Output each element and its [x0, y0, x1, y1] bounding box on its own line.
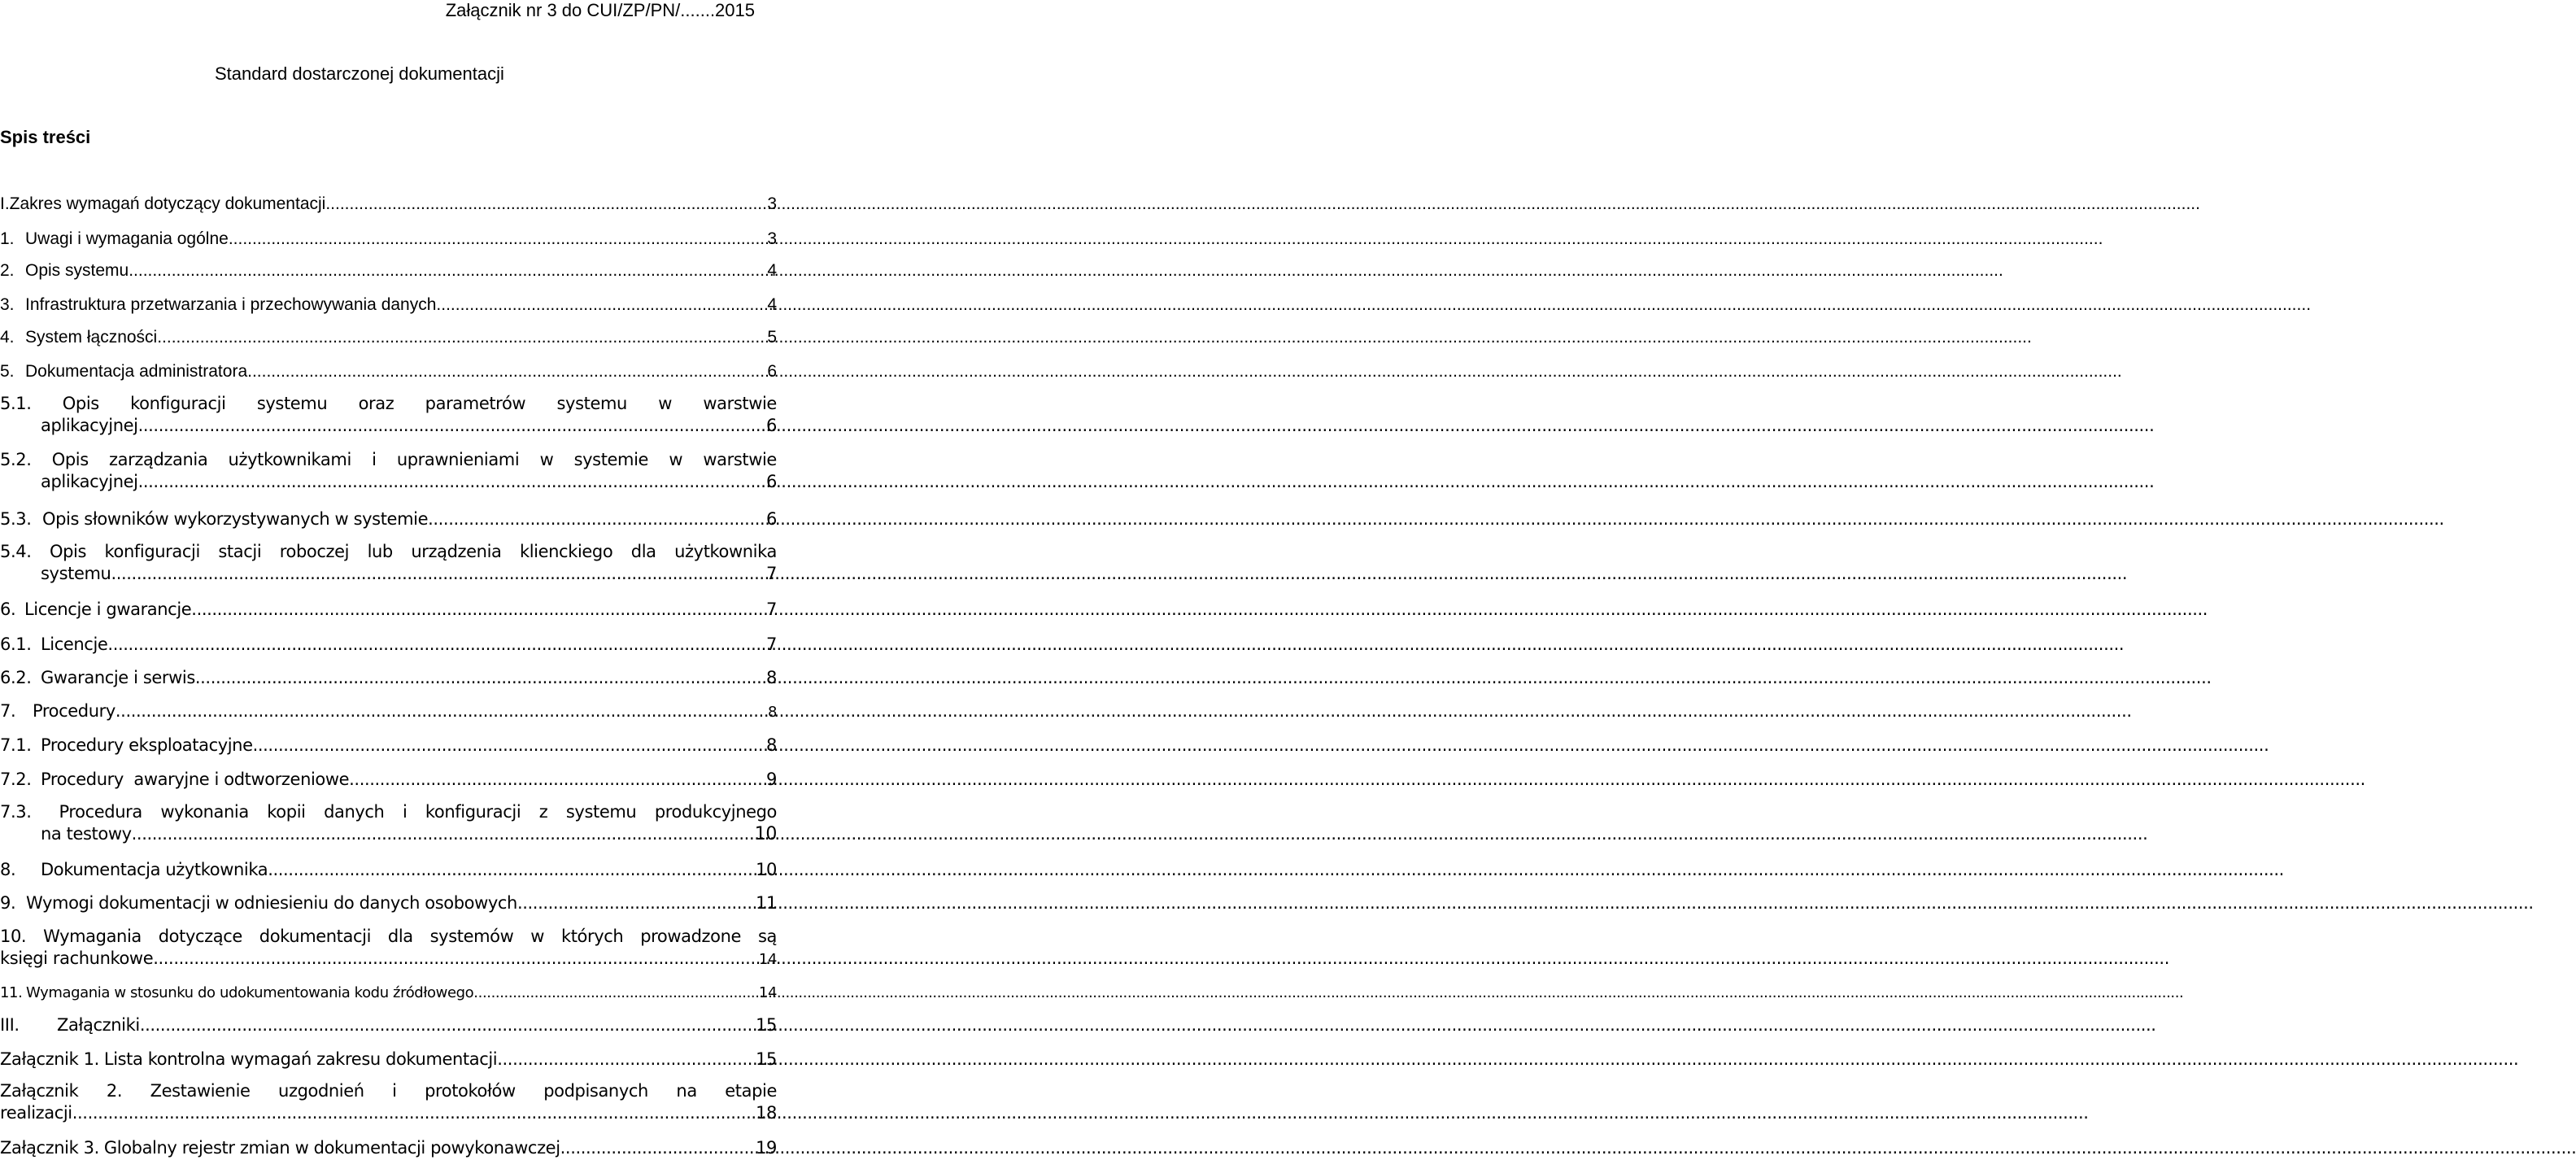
toc-leader	[268, 860, 754, 879]
toc-word: zarządzania	[109, 450, 208, 469]
toc-word: z	[538, 802, 548, 822]
toc-entry-title: Procedury awaryjne i odtworzeniowe	[41, 770, 350, 789]
toc-entry-appendix-3[interactable]	[0, 1138, 777, 1158]
toc-leader	[229, 229, 766, 249]
toc-entry-number: 7.3.	[0, 802, 32, 822]
toc-word: Opis	[51, 450, 89, 469]
toc-word: w	[530, 927, 545, 946]
toc-leader	[517, 893, 754, 913]
toc-page-number: 19	[756, 1138, 777, 1158]
toc-word: danych	[324, 802, 385, 822]
toc-word: na	[676, 1081, 697, 1101]
toc-leader	[428, 509, 765, 529]
toc-word: warstwie	[703, 394, 777, 413]
toc-word: 2.	[106, 1081, 123, 1101]
toc-word: podpisanych	[543, 1081, 648, 1101]
toc-entry-number: 5.3.	[0, 509, 32, 529]
toc-entry-7-3[interactable]	[0, 802, 777, 844]
toc-entry-number: I.	[0, 194, 10, 213]
toc-page-number: 8	[766, 735, 777, 755]
toc-word: w	[669, 450, 683, 469]
toc-entry-title: aplikacyjnej	[41, 416, 138, 435]
toc-entry-title: systemu	[41, 564, 111, 583]
toc-word: uzgodnień	[278, 1081, 364, 1101]
toc-entry-3[interactable]	[0, 295, 777, 315]
toc-word: są	[757, 927, 777, 946]
toc-word: klienckiego	[519, 542, 613, 561]
toc-entry-4[interactable]	[0, 328, 777, 347]
toc-word: parametrów	[425, 394, 526, 413]
toc-entry-title: Dokumentacja administratora	[25, 362, 248, 381]
toc-entry-8[interactable]	[0, 860, 777, 879]
toc-page-number: 6	[766, 472, 777, 491]
toc-leader	[247, 362, 765, 382]
toc-entry-title: realizacji	[0, 1103, 72, 1123]
toc-page-number: 15	[756, 1015, 777, 1035]
toc-entry-number: 10.	[0, 927, 27, 946]
toc-entry-5-4[interactable]	[0, 542, 777, 583]
toc-entry-title: Lista kontrolna wymagań zakresu dokumentacji.	[103, 1049, 503, 1069]
toc-entry-7-2[interactable]	[0, 770, 777, 789]
toc-word: oraz	[358, 394, 394, 413]
toc-entry-title: Opis systemu	[25, 261, 129, 280]
toc-word: użytkownika	[674, 542, 777, 561]
toc-entry-number: 9.	[0, 893, 16, 913]
toc-entry-title: Uwagi i wymagania ogólne	[25, 229, 229, 248]
toc-word: i	[402, 802, 408, 822]
toc-page-number: 4	[767, 295, 777, 314]
toc-entry-number: 7.1.	[0, 735, 32, 755]
toc-word: Zestawienie	[150, 1081, 251, 1101]
toc-entry-6-1[interactable]	[0, 635, 777, 654]
toc-entry-1[interactable]	[0, 229, 777, 249]
toc-word: kopii	[267, 802, 306, 822]
toc-leader	[157, 328, 765, 347]
toc-entry-6[interactable]	[0, 600, 777, 619]
toc-entry-title: Opis słowników wykorzystywanych w systemie	[42, 509, 429, 529]
toc-page-number: 14	[758, 951, 777, 968]
toc-entry-I[interactable]	[0, 194, 777, 214]
toc-page-number: 6	[766, 509, 777, 529]
toc-leader	[253, 735, 765, 755]
toc-leader	[191, 600, 765, 619]
toc-word: których	[560, 927, 624, 946]
toc-word: systemu	[565, 802, 637, 822]
toc-entry-number: 5.	[0, 362, 15, 381]
toc-entry-number: 6.1.	[0, 635, 32, 654]
toc-entry-title: Licencje i gwarancje	[24, 600, 192, 619]
toc-page-number: 10	[754, 824, 777, 844]
toc-entry-title: Licencje	[41, 635, 108, 654]
toc-leader	[325, 194, 765, 214]
toc-word: roboczej	[279, 542, 350, 561]
toc-word: protokołów	[425, 1081, 516, 1101]
toc-leader	[72, 1103, 754, 1123]
toc-word: produkcyjnego	[654, 802, 777, 822]
toc-entry-title: Procedury eksploatacyjne	[41, 735, 253, 755]
toc-entry-title: Infrastruktura przetwarzania i przechowywania danych	[25, 295, 437, 314]
toc-entry-9[interactable]	[0, 893, 777, 913]
toc-entry-number: Załącznik 1.	[0, 1049, 99, 1069]
toc-word: Procedura	[59, 802, 142, 822]
toc-entry-number: 4.	[0, 328, 15, 347]
toc-entry-10[interactable]	[0, 927, 777, 968]
toc-entry-5-1[interactable]	[0, 394, 777, 435]
toc-leader	[560, 1138, 754, 1158]
toc-word: w	[539, 450, 554, 469]
toc-leader	[153, 948, 757, 968]
toc-entry-number: 11.	[0, 984, 23, 1001]
toc-leader	[129, 261, 765, 281]
toc-word: użytkownikami	[228, 450, 351, 469]
toc-word: i	[372, 450, 377, 469]
toc-word: urządzenia	[411, 542, 502, 561]
toc-page-number: 6	[766, 416, 777, 435]
toc-page-number: 14	[758, 984, 777, 1001]
toc-page-number: 3	[767, 229, 777, 248]
toc-entry-title: księgi rachunkowe	[0, 948, 154, 968]
toc-entry-7-1[interactable]	[0, 735, 777, 755]
toc-word: systemie	[573, 450, 649, 469]
toc-word: konfiguracji	[130, 394, 226, 413]
toc-entry-number: III.	[0, 1015, 20, 1035]
toc-entry-11[interactable]	[0, 984, 777, 1001]
toc-entry-number: 5.2.	[0, 450, 32, 469]
toc-page-number: 10	[756, 860, 777, 879]
toc-word: systemów	[429, 927, 514, 946]
toc-entry-title: aplikacyjnej	[41, 472, 138, 491]
toc-word: dla	[630, 542, 656, 561]
toc-entry-5-2[interactable]	[0, 450, 777, 491]
toc-leader	[116, 701, 766, 721]
toc-entry-title: Załączniki	[57, 1015, 140, 1035]
toc-word: i	[392, 1081, 397, 1101]
toc-entry-number: 6.2.	[0, 668, 32, 687]
toc-word: dotyczące	[158, 927, 242, 946]
toc-heading: Spis treści	[0, 127, 91, 147]
toc-entry-number: 2.	[0, 261, 15, 280]
toc-entry-title: na testowy	[41, 824, 132, 844]
toc-word: stacji	[218, 542, 262, 561]
toc-page-number: 4	[767, 261, 777, 280]
toc-leader	[473, 984, 757, 1001]
toc-entry-title: Zakres wymagań dotyczący dokumentacji	[9, 194, 326, 213]
toc-leader	[138, 416, 765, 435]
toc-word: konfiguracji	[104, 542, 200, 561]
toc-entry-7[interactable]	[0, 701, 777, 721]
toc-entry-number: 3.	[0, 295, 15, 314]
toc-entry-title: Wymagania w stosunku do udokumentowania kodu źródłowego	[26, 984, 474, 1001]
toc-entry-number: 8.	[0, 860, 16, 879]
toc-entry-number: 5.1.	[0, 394, 32, 413]
toc-leader	[111, 564, 765, 583]
toc-page-number: 8	[767, 704, 777, 721]
toc-word: konfiguracji	[425, 802, 521, 822]
toc-page-number: 11	[756, 893, 777, 913]
toc-entry-title: System łączności	[25, 328, 158, 347]
toc-page-number: 3	[767, 194, 777, 213]
toc-entry-III[interactable]	[0, 1015, 777, 1035]
toc-leader	[132, 824, 753, 844]
toc-word: Opis	[49, 542, 87, 561]
toc-word: dla	[387, 927, 413, 946]
toc-leader	[503, 1049, 755, 1069]
toc-entry-5[interactable]	[0, 362, 777, 382]
toc-entry-title: Globalny rejestr zmian w dokumentacji powykonawczej	[103, 1138, 560, 1158]
toc-word: dokumentacji	[259, 927, 372, 946]
toc-entry-2[interactable]	[0, 261, 777, 281]
toc-entry-number: 1.	[0, 229, 15, 248]
toc-entry-number: 5.4.	[0, 542, 32, 561]
toc-entry-title: Procedury	[33, 701, 116, 721]
toc-word: uprawnieniami	[396, 450, 520, 469]
toc-entry-title: Dokumentacja użytkownika	[41, 860, 268, 879]
toc-word: Wymagania	[43, 927, 142, 946]
toc-entry-number: Załącznik 3.	[0, 1138, 99, 1158]
toc-leader	[349, 770, 765, 789]
toc-word: Opis	[62, 394, 99, 413]
toc-entry-number: 6.	[0, 600, 16, 619]
toc-page-number: 7	[766, 600, 777, 619]
toc-word: etapie	[725, 1081, 777, 1101]
toc-leader	[138, 472, 765, 491]
toc-page-number: 7	[766, 635, 777, 654]
toc-page-number: 15	[756, 1049, 777, 1069]
toc-leader	[436, 295, 765, 315]
toc-word: lub	[367, 542, 393, 561]
toc-entry-number: 7.2.	[0, 770, 32, 789]
toc-word: warstwie	[703, 450, 777, 469]
toc-word: Załącznik	[0, 1081, 79, 1101]
attachment-label: Załącznik nr 3 do CUI/ZP/PN/.......2015	[445, 0, 755, 20]
toc-word: w	[658, 394, 673, 413]
toc-page-number: 9	[766, 770, 777, 789]
toc-word: systemu	[256, 394, 328, 413]
toc-word: systemu	[556, 394, 627, 413]
toc-entry-title: Gwarancje i serwis	[41, 668, 195, 687]
toc-page-number: 8	[766, 668, 777, 687]
document-title: Standard dostarczonej dokumentacji	[215, 63, 504, 84]
toc-page-number: 5	[767, 328, 777, 347]
toc-word: wykonania	[160, 802, 249, 822]
toc-page-number: 6	[767, 362, 777, 381]
toc-entry-appendix-1[interactable]	[0, 1049, 777, 1069]
toc-entry-6-2[interactable]	[0, 668, 777, 687]
toc-leader	[195, 668, 765, 687]
toc-leader	[140, 1015, 754, 1035]
document-page	[0, 0, 781, 1160]
toc-entry-5-3[interactable]	[0, 509, 777, 529]
toc-entry-title: Wymogi dokumentacji w odniesieniu do danych osobowych	[26, 893, 517, 913]
toc-page-number: 18	[756, 1103, 777, 1123]
toc-entry-appendix-2[interactable]	[0, 1081, 777, 1123]
toc-leader	[107, 635, 765, 654]
toc-entry-number: 7.	[0, 701, 16, 721]
toc-word: prowadzone	[640, 927, 742, 946]
toc-page-number: 7	[766, 564, 777, 583]
